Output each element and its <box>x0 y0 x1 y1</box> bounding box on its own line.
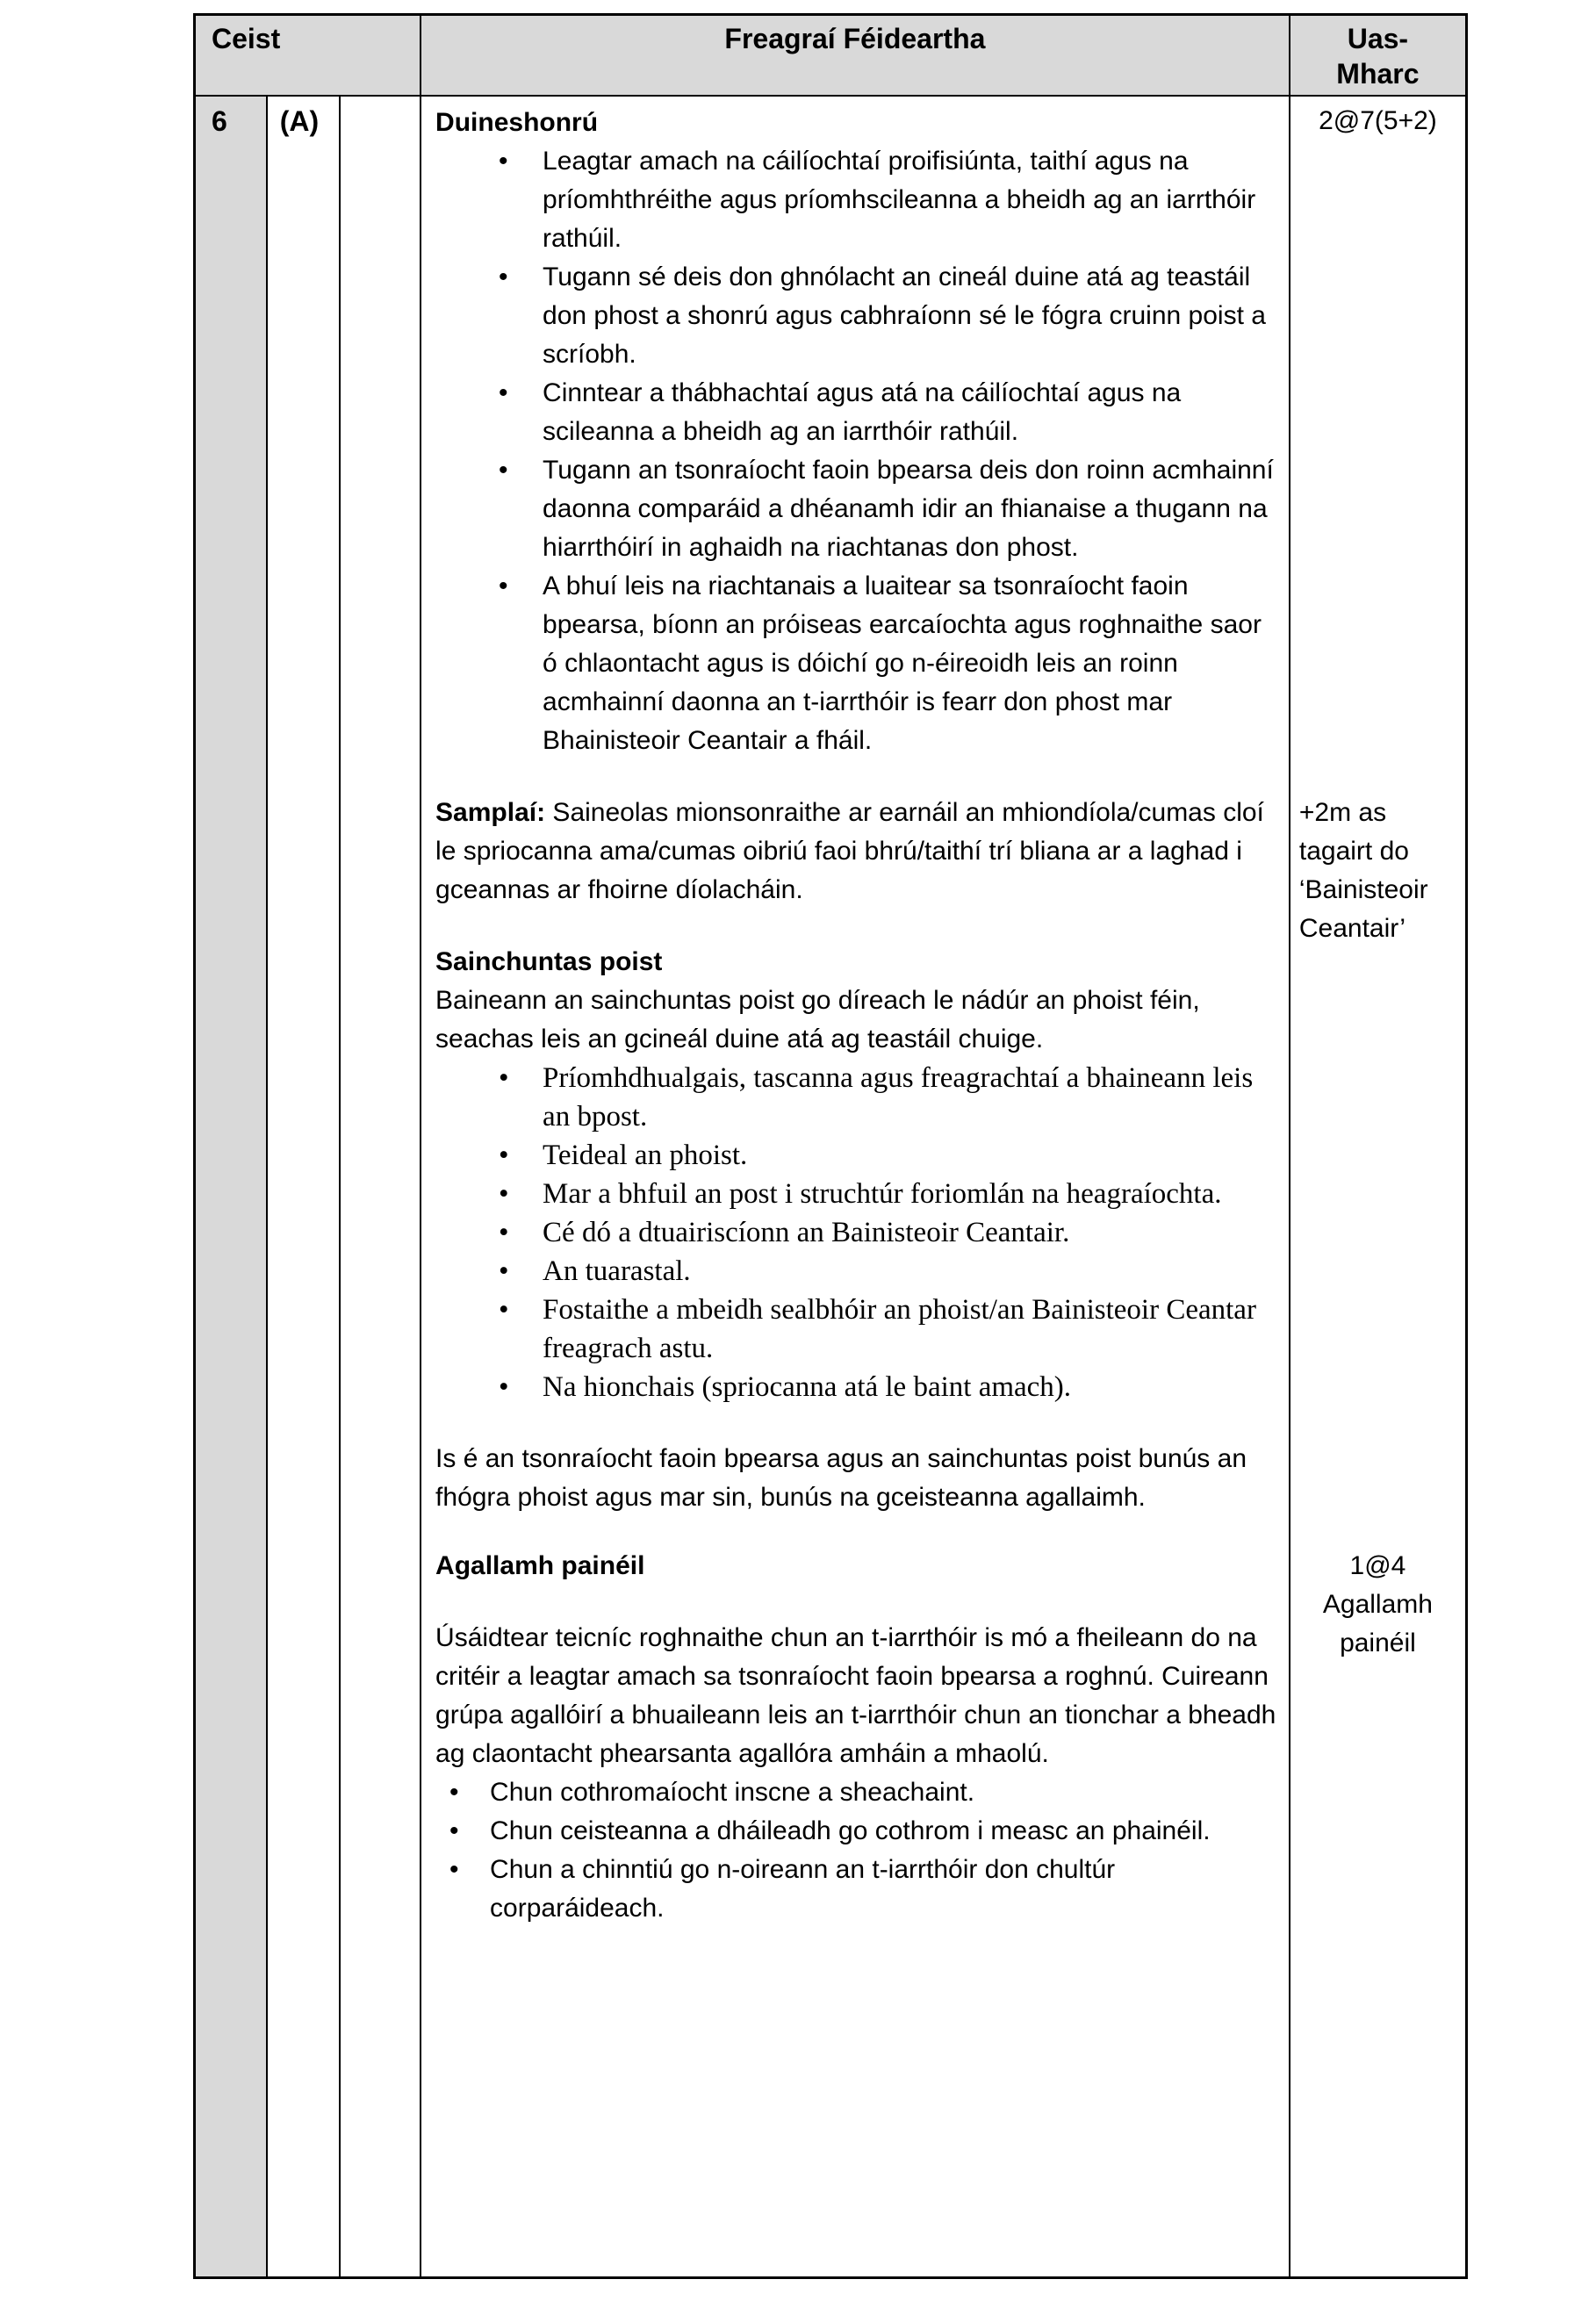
bullet-list-duineshonru <box>435 142 1276 760</box>
para-sainchuntas: Baineann an sainchuntas poist go díreach le nádúr an phoist féin, seachas leis an gcineál duine atá ag teastáil chuige. <box>435 986 1200 1053</box>
bullet-item: • Príomhdhualgais, tascanna agus freagrachtaí a bhaineann leis an bpost. <box>493 1059 1276 1136</box>
header-uas-mharc <box>1290 16 1465 95</box>
heading-duineshonru: Duineshonrú <box>435 108 599 137</box>
bullet-item: • Tugann sé deis don ghnólacht an cineál duine atá ag teastáil don phost a shonrú agus cabhraíonn sé le fógra cruinn poist a scríobh. <box>493 258 1276 374</box>
header-uas-line2: Mharc <box>1336 58 1420 90</box>
marks-cell <box>1290 97 1465 2276</box>
bullet-item: • Cé dó a dtuairiscíonn an Bainisteoir Ceantair. <box>493 1213 1276 1252</box>
bullet-item: • An tuarastal. <box>493 1252 1276 1291</box>
samplai-para <box>435 794 1276 910</box>
mark-agallamh: 1@4 Agallamh painéil <box>1322 1551 1433 1657</box>
bullet-item: • Cinntear a thábhachtaí agus atá na cáilíochtaí agus na scileanna a bheidh ag an iarrthóir rathúil. <box>493 374 1276 451</box>
heading-agallamh: Agallamh painéil <box>435 1551 645 1580</box>
question-part-cell: (A) <box>268 97 341 2276</box>
header-ceist: Ceist <box>196 16 421 95</box>
question-number-cell: 6 <box>196 97 268 2276</box>
mark-samplai: +2m as tagairt do ‘Bainisteoir Ceantair’ <box>1298 798 1428 943</box>
header-row <box>196 16 1465 97</box>
mark-duineshonru: 2@7(5+2) <box>1319 106 1437 135</box>
bullet-item: • Teideal an phoist. <box>493 1136 1276 1175</box>
bullet-item: • Mar a bhfuil an post i struchtúr foriomlán na heagraíochta. <box>493 1175 1276 1213</box>
question-row <box>196 97 1465 2276</box>
bullet-item: • Na hionchais (spriocanna atá le baint amach). <box>493 1368 1276 1406</box>
samplai-text: Saineolas mionsonraithe ar earnáil an mhiondíola/cumas cloí le spriocanna ama/cumas oibriú faoi bhrú/taithí trí bliana ar a laghad i gceannas ar fhoirne díolacháin. <box>435 798 1264 904</box>
bullet-item: • A bhuí leis na riachtanais a luaitear sa tsonraíocht faoin bpearsa, bíonn an próiseas earcaíochta agus roghnaithe saor ó chlaontacht agus is dóichí go n-éireoidh leis an roinn acmhainní daonna an t-iarrthóir is fearr don phost mar Bhainisteoir Ceantair a fháil. <box>493 567 1276 760</box>
bullet-item: • Tugann an tsonraíocht faoin bpearsa deis don roinn acmhainní daonna comparáid a dhéanamh idir an fhianaise a thugann na hiarrthóirí in aghaidh na riachtanas don phost. <box>493 451 1276 567</box>
bullet-item: • Chun a chinntiú go n-oireann an t-iarrthóir don chultúr corparáideach. <box>444 1851 1276 1928</box>
bullet-item: • Chun cothromaíocht inscne a sheachaint. <box>444 1773 1276 1812</box>
answers-cell <box>421 97 1290 2276</box>
samplai-label: Samplaí: <box>435 798 546 827</box>
bullet-item: • Leagtar amach na cáilíochtaí proifisiúnta, taithí agus na príomhthréithe agus príomhscileanna a bheidh ag an iarrthóir rathúil. <box>493 142 1276 258</box>
bullet-list-agallamh <box>435 1773 1276 1928</box>
heading-sainchuntas: Sainchuntas poist <box>435 947 663 976</box>
header-uas-line1: Uas- <box>1347 23 1409 54</box>
marking-scheme-table <box>193 13 1468 2279</box>
para-tsonraiocht: Is é an tsonraíocht faoin bpearsa agus an sainchuntas poist bunús an fhógra phoist agus mar sin, bunús na gceisteanna agallaimh. <box>435 1444 1247 1512</box>
bullet-item: • Fostaithe a mbeidh sealbhóir an phoist/an Bainisteoir Ceantar freagrach astu. <box>493 1291 1276 1368</box>
bullet-item: • Chun ceisteanna a dháileadh go cothrom i measc an phainéil. <box>444 1812 1276 1851</box>
para-agallamh: Úsáidtear teicníc roghnaithe chun an t-iarrthóir is mó a fheileann do na critéir a leagtar amach sa tsonraíocht faoin bpearsa a roghnú. Cuireann grúpa agallóirí a bhuaileann leis an t-iarrthóir chun an tionchar a bheadh ag claontacht phearsanta agallóra amháin a mhaolú. <box>435 1623 1276 1768</box>
bullet-list-sainchuntas <box>435 1059 1276 1406</box>
header-freagrai: Freagraí Féideartha <box>421 16 1290 95</box>
empty-cell <box>341 97 421 2276</box>
